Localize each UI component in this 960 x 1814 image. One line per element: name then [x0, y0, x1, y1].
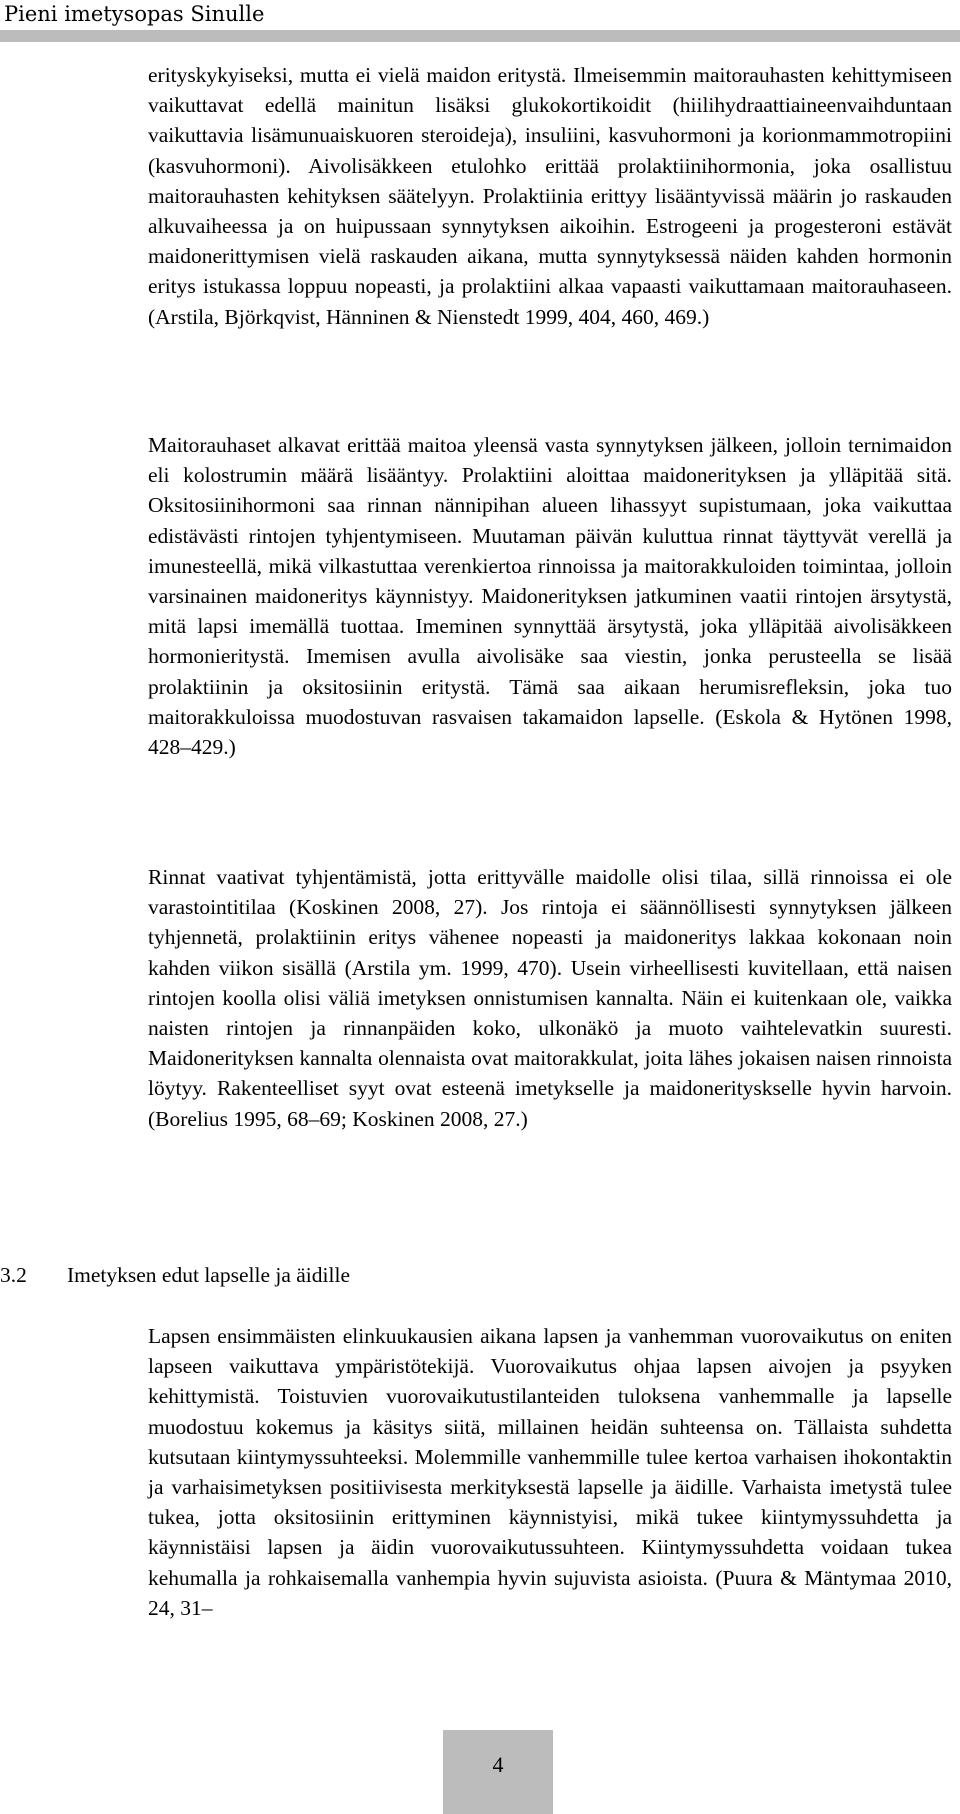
header-rule: [0, 30, 960, 42]
section-heading: [0, 1260, 960, 1292]
body-paragraph-3: Rinnat vaativat tyhjentämistä, jotta erittyvälle maidolle olisi tilaa, sillä rinnoissa ei ole varastointitilaa (Koskinen 2008, 27). Jos rintoja ei säännöllisesti synnytyksen jälkeen tyhjennetä, prolaktiinin eritys vähenee nopeasti ja maidoneritys lakkaa kokonaan noin kahden viikon sisällä (Arstila ym. 1999, 470). Usein virheellisesti kuvitellaan, että naisen rintojen koolla olisi väliä imetyksen onnistumisen kannalta. Näin ei kuitenkaan ole, vaikka naisten rintojen ja rinnanpäiden koko, ulkonäkö ja muoto vaihtelevatkin suuresti. Maidonerityksen kannalta olennaista ovat maitorakkulat, joita lähes jokaisen naisen rinnoista löytyy. Rakenteelliset syyt ovat esteenä imetykselle ja maidonerityskselle hyvin harvoin. (Borelius 1995, 68–69; Koskinen 2008, 27.): [148, 865, 952, 1131]
body-paragraph-2: Maitorauhaset alkavat erittää maitoa yleensä vasta synnytyksen jälkeen, jolloin ternimaidon eli kolostrumin määrä lisääntyy. Prolaktiini aloittaa maidonerityksen ja ylläpitää sitä. Oksitosiinihormoni saa rinnan nännipihan alueen lihassyyt supistumaan, joka vaikuttaa edistävästi rintojen tyhjentymiseen. Muutaman päivän kuluttua rinnat täyttyvät verellä ja imunesteellä, mikä vilkastuttaa verenkiertoa rinnoissa ja maitorakkuloiden toimintaa, jolloin varsinainen maidoneritys käynnistyy. Maidonerityksen jatkuminen vaatii rintojen ärsytystä, mitä lapsi imemällä tuottaa. Imeminen synnyttää ärsytystä, joka ylläpitää aivolisäkkeen hormonieritystä. Imemisen avulla aivolisäke saa viestin, jonka perusteella se lisää prolaktiinin ja oksitosiinin eritystä. Tämä saa aikaan herumisrefleksin, joka tuo maitorakkuloissa muodostuvan rasvaisen takamaidon lapselle. (Eskola & Hytönen 1998, 428–429.): [148, 433, 952, 760]
body-paragraph-4: Lapsen ensimmäisten elinkuukausien aikana lapsen ja vanhemman vuorovaikutus on eniten lapseen vaikuttava ympäristötekijä. Vuorovaikutus ohjaa lapsen aivojen ja psyyken kehittymistä. Toistuvien vuorovaikutustilanteiden tuloksena vanhemmalle ja lapselle muodostuu kokemus ja käsitys siitä, millainen heidän suhteensa on. Tällaista suhdetta kutsutaan kiintymyssuhteeksi. Molemmille vanhemmille tulee kertoa varhaisen ihokontaktin ja varhaisimetyksen positiivisesta merkityksestä lapselle ja äidille. Varhaista imetystä tulee tukea, jotta oksitosiinin erittyminen käynnistyisi, mikä tukee kiintymyssuhdetta ja käynnistäisi lapsen ja äidin vuorovaikutussuhteen. Kiintymyssuhdetta voidaan tukea kehumalla ja rohkaisemalla vanhempia hyvin sujuvista asioista. (Puura & Mäntymaa 2010, 24, 31–: [148, 1324, 952, 1620]
section-number: 3.2: [0, 1263, 27, 1287]
section-title: Imetyksen edut lapselle ja äidille: [67, 1263, 350, 1287]
page-number: 4: [492, 1752, 504, 1777]
page-number-box: [443, 1730, 553, 1814]
body-paragraph-1: erityskykyiseksi, mutta ei vielä maidon eritystä. Ilmeisemmin maitorauhasten kehittymiseen vaikuttavat edellä mainitun lisäksi glukokortikoidit (hiilihydraattiaineenvaihduntaan vaikuttavia lisämunuaiskuoren steroideja), insuliini, kasvuhormoni ja korionmammotropiini (kasvuhormoni). Aivolisäkkeen etulohko erittää prolaktiinihormonia, joka osallistuu maitorauhasten kehityksen säätelyyn. Prolaktiinia erittyy lisääntyvissä määrin jo raskauden alkuvaiheessa ja on huipussaan synnytyksen aikoihin. Estrogeeni ja progesteroni estävät maidonerittymisen vielä raskauden aikana, mutta synnytyksessä näiden kahden hormonin eritys istukassa loppuu nopeasti, ja prolaktiini alkaa vapaasti vaikuttamaan maitorauhaseen. (Arstila, Björkqvist, Hänninen & Nienstedt 1999, 404, 460, 469.): [148, 63, 952, 329]
header-title: Pieni imetysopas Sinulle: [4, 2, 265, 26]
running-header: [0, 0, 960, 30]
